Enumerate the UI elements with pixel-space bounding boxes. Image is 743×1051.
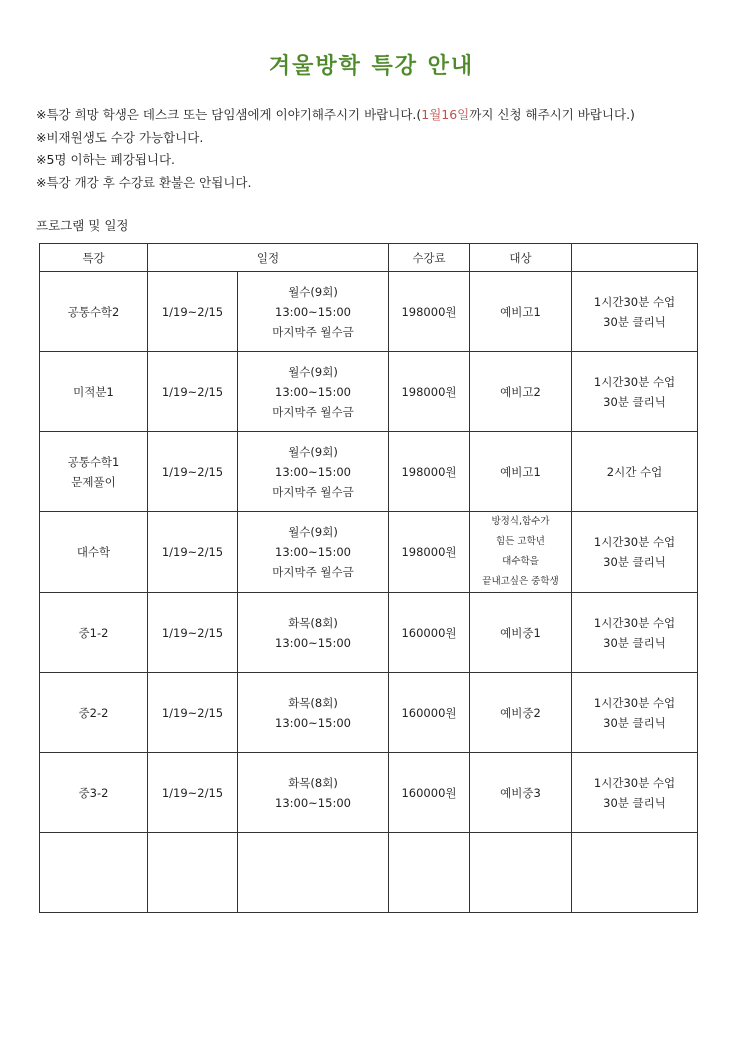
note-cell — [572, 593, 698, 673]
course-cell — [40, 512, 148, 593]
schedule-cell-line: 마지막주 월수금 — [272, 404, 354, 419]
notice-non-member: ※비재원생도 수강 가능합니다. — [36, 129, 204, 145]
note-cell-line: 30분 클리닉 — [603, 715, 666, 730]
target-cell — [470, 512, 572, 593]
period-cell: 1/19~2/15 — [148, 432, 238, 512]
note-cell-line: 30분 클리닉 — [603, 795, 666, 810]
note-cell-line: 30분 클리닉 — [603, 635, 666, 650]
note-cell-line: 30분 클리닉 — [603, 555, 666, 569]
empty-row — [40, 833, 698, 913]
course-cell-line: 공통수학1 — [67, 454, 120, 469]
course-cell — [40, 593, 148, 673]
schedule-cell-line: 13:00~15:00 — [275, 304, 351, 319]
section-title: 프로그램 및 일정 — [36, 218, 129, 233]
note-cell — [572, 753, 698, 833]
course-cell — [40, 432, 148, 512]
note-cell-line: 1시간30분 수업 — [593, 294, 676, 309]
note-cell-line: 1시간30분 수업 — [593, 535, 676, 549]
target-cell-line: 예비고2 — [500, 384, 541, 399]
table-row — [40, 593, 698, 673]
schedule-cell-line: 월수(9회) — [288, 364, 338, 379]
note-cell-line: 1시간30분 수업 — [593, 374, 676, 389]
table-row — [40, 673, 698, 753]
target-cell — [470, 352, 572, 432]
table-row — [40, 512, 698, 593]
schedule-cell-line: 화목(8회) — [288, 775, 338, 790]
fee-cell: 160000원 — [389, 753, 470, 833]
empty-cell — [389, 833, 470, 913]
header-course: 특강 — [40, 244, 148, 272]
empty-cell — [572, 833, 698, 913]
target-cell-line: 예비중1 — [500, 625, 541, 640]
schedule-cell-line: 13:00~15:00 — [275, 384, 351, 399]
note-cell — [572, 512, 698, 593]
header-note — [572, 244, 698, 272]
schedule-table — [39, 243, 698, 913]
period-cell: 1/19~2/15 — [148, 512, 238, 593]
header-schedule: 일정 — [148, 244, 389, 272]
course-cell-line: 대수학 — [76, 545, 111, 559]
schedule-cell-line: 월수(9회) — [288, 444, 338, 459]
schedule-cell — [238, 512, 389, 593]
note-cell-line: 1시간30분 수업 — [593, 615, 676, 630]
fee-cell: 198000원 — [389, 432, 470, 512]
schedule-cell-line: 월수(9회) — [288, 284, 338, 299]
schedule-cell — [238, 673, 389, 753]
fee-cell: 160000원 — [389, 673, 470, 753]
empty-cell — [148, 833, 238, 913]
table-row — [40, 272, 698, 352]
schedule-cell — [238, 753, 389, 833]
deadline-date: 1월16일 — [421, 107, 470, 122]
period-cell: 1/19~2/15 — [148, 352, 238, 432]
schedule-cell-line: 마지막주 월수금 — [272, 324, 354, 339]
target-cell — [470, 593, 572, 673]
header-fee: 수강료 — [389, 244, 470, 272]
table-header-row — [40, 244, 698, 272]
note-cell-line: 1시간30분 수업 — [593, 695, 676, 710]
course-cell-line: 미적분1 — [73, 384, 114, 399]
empty-cell — [470, 833, 572, 913]
schedule-cell-line: 월수(9회) — [288, 525, 338, 539]
schedule-cell-line: 화목(8회) — [288, 695, 338, 710]
course-cell-line: 공통수학2 — [67, 304, 120, 319]
course-cell-line: 문제풀이 — [71, 474, 116, 489]
target-cell — [470, 272, 572, 352]
course-cell — [40, 673, 148, 753]
notice-apply-text: ※특강 희망 학생은 데스크 또는 담임샘에게 이야기해주시기 바랍니다.( — [36, 107, 422, 122]
schedule-cell-line: 화목(8회) — [288, 615, 338, 630]
course-cell-line: 중1-2 — [78, 625, 109, 640]
period-cell: 1/19~2/15 — [148, 753, 238, 833]
target-cell-line: 예비고1 — [500, 304, 541, 319]
fee-cell: 198000원 — [389, 272, 470, 352]
table-row — [40, 352, 698, 432]
schedule-cell-line: 13:00~15:00 — [275, 795, 351, 810]
period-cell: 1/19~2/15 — [148, 272, 238, 352]
course-cell — [40, 352, 148, 432]
course-cell — [40, 753, 148, 833]
schedule-cell-line: 13:00~15:00 — [275, 545, 351, 559]
period-cell: 1/19~2/15 — [148, 593, 238, 673]
schedule-cell-line: 13:00~15:00 — [275, 715, 351, 730]
empty-cell — [238, 833, 389, 913]
note-cell-line: 2시간 수업 — [606, 464, 663, 479]
note-cell — [572, 432, 698, 512]
schedule-cell — [238, 352, 389, 432]
schedule-cell-line: 마지막주 월수금 — [272, 484, 354, 499]
target-cell-line: 예비고1 — [500, 464, 541, 479]
target-cell — [470, 432, 572, 512]
fee-cell: 198000원 — [389, 352, 470, 432]
notice-cancel: ※5명 이하는 폐강됩니다. — [36, 152, 176, 167]
course-cell — [40, 272, 148, 352]
note-cell-line: 1시간30분 수업 — [593, 775, 676, 790]
notice-apply-tail: 까지 신청 해주시기 바랍니다.) — [469, 107, 635, 122]
note-cell — [572, 673, 698, 753]
notice-list — [36, 104, 635, 194]
course-cell-line: 중2-2 — [78, 705, 109, 720]
period-cell: 1/19~2/15 — [148, 673, 238, 753]
note-cell-line: 30분 클리닉 — [603, 394, 666, 409]
note-cell — [572, 352, 698, 432]
empty-cell — [40, 833, 148, 913]
fee-cell: 198000원 — [389, 512, 470, 593]
schedule-cell-line: 13:00~15:00 — [275, 635, 351, 650]
schedule-cell — [238, 272, 389, 352]
schedule-cell — [238, 432, 389, 512]
notice-refund: ※특강 개강 후 수강료 환불은 안됩니다. — [36, 174, 252, 190]
schedule-cell-line: 13:00~15:00 — [275, 464, 351, 479]
target-cell-line: 방정식,함수가 — [491, 516, 550, 527]
target-cell — [470, 673, 572, 753]
target-cell-line: 예비중3 — [500, 785, 541, 800]
page-title: 겨울방학 특강 안내 — [268, 54, 475, 79]
target-cell-line: 예비중2 — [500, 705, 541, 720]
target-cell-line: 힘든 고학년 — [496, 536, 545, 547]
header-target: 대상 — [470, 244, 572, 272]
fee-cell: 160000원 — [389, 593, 470, 673]
notice-apply — [36, 104, 635, 127]
target-cell-line: 대수학을 — [502, 556, 539, 567]
table-row — [40, 432, 698, 512]
target-cell — [470, 753, 572, 833]
note-cell-line: 30분 클리닉 — [603, 314, 666, 329]
note-cell — [572, 272, 698, 352]
course-cell-line: 중3-2 — [78, 785, 109, 800]
schedule-cell-line: 마지막주 월수금 — [272, 565, 354, 579]
table-row — [40, 753, 698, 833]
target-cell-line: 끝내고싶은 중학생 — [482, 576, 559, 587]
schedule-cell — [238, 593, 389, 673]
